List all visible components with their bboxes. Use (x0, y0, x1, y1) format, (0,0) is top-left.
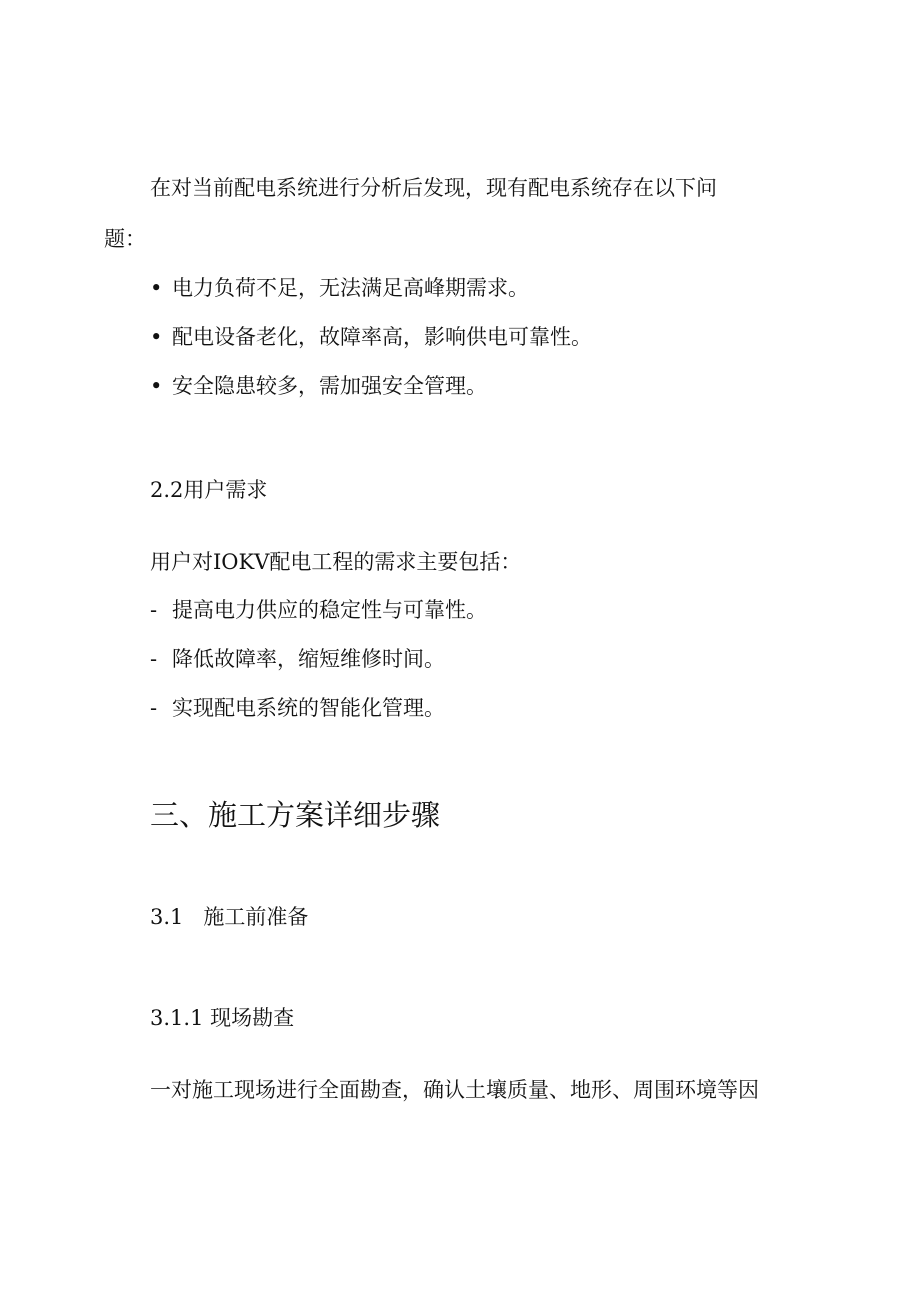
section-2-2-intro: 用户对IOKV配电工程的需求主要包括： (150, 550, 522, 574)
section-2-2-title: 2.2用户需求 (150, 478, 268, 502)
dash-marker: - (150, 647, 158, 671)
requirement-list-item (150, 596, 487, 624)
problem-list-item (150, 323, 592, 351)
requirement-item-text: 提高电力供应的稳定性与可靠性。 (172, 598, 487, 622)
problem-item-text: 配电设备老化，故障率高，影响供电可靠性。 (172, 325, 592, 349)
problem-list-item (150, 372, 487, 400)
problem-list-item (150, 274, 529, 302)
section-3-1-1-body: 一对施工现场进行全面勘查，确认土壤质量、地形、周围环境等因 (150, 1078, 759, 1102)
section-3-1-1-title: 3.1.1 现场勘查 (150, 1006, 295, 1030)
bullet-marker: • (150, 276, 163, 300)
dash-marker: - (150, 598, 158, 622)
dash-marker: - (150, 696, 158, 720)
section-3-heading: 三、施工方案详细步骤 (150, 798, 441, 832)
requirement-list-item (150, 645, 445, 673)
bullet-marker: • (150, 374, 163, 398)
intro-paragraph-line-2: 题： (104, 227, 146, 251)
requirement-list-item (150, 694, 445, 722)
requirement-item-text: 降低故障率，缩短维修时间。 (172, 647, 445, 671)
problem-item-text: 安全隐患较多，需加强安全管理。 (172, 374, 487, 398)
problem-item-text: 电力负荷不足，无法满足高峰期需求。 (172, 276, 529, 300)
intro-paragraph-line-1: 在对当前配电系统进行分析后发现，现有配电系统存在以下问 (150, 176, 717, 200)
requirement-item-text: 实现配电系统的智能化管理。 (172, 696, 445, 720)
section-3-1-title: 3.1 施工前准备 (150, 905, 309, 929)
bullet-marker: • (150, 325, 163, 349)
